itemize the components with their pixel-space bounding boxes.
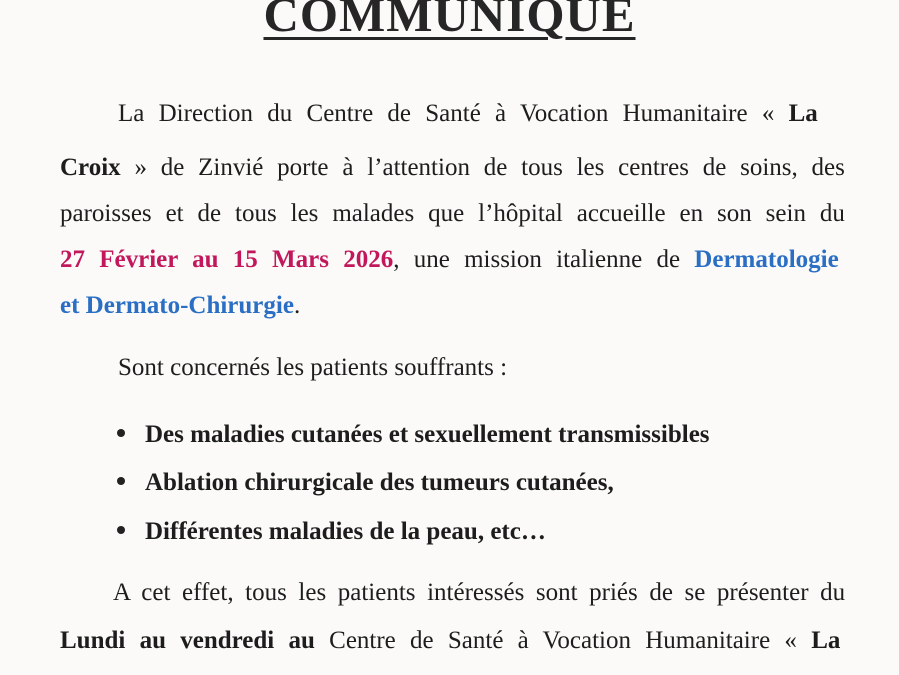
bullet-item-2: Ablation chirurgicale des tumeurs cutanées, [145,469,614,496]
para1-line5: et Dermato-Chirurgie. [60,292,301,319]
para1-line1: La Direction du Centre de Santé à Vocation Humanitaire « La [118,100,818,127]
bullet-item-3: Différentes maladies de la peau, etc… [145,518,546,545]
para1-line2: Croix » de Zinvié porte à l’attention de tous les centres de soins, des [60,154,845,181]
page-title: COMMUNIQUE [263,0,636,42]
bullet-dot-icon [117,477,125,485]
bullet-dot-icon [117,429,125,437]
para3-line1: A cet effet, tous les patients intéressés sont priés de se présenter du [113,579,846,606]
para1-line3: paroisses et de tous les malades que l’hôpital accueille en son sein du [60,200,845,227]
bullet-item-1: Des maladies cutanées et sexuellement transmissibles [145,421,710,448]
para1-line4: 27 Février au 15 Mars 2026, une mission italienne de Dermatologie [60,246,839,273]
para2: Sont concernés les patients souffrants : [118,354,508,381]
bullet-dot-icon [117,526,125,534]
para3-line2: Lundi au vendredi au Centre de Santé à Vocation Humanitaire « La [60,627,841,654]
